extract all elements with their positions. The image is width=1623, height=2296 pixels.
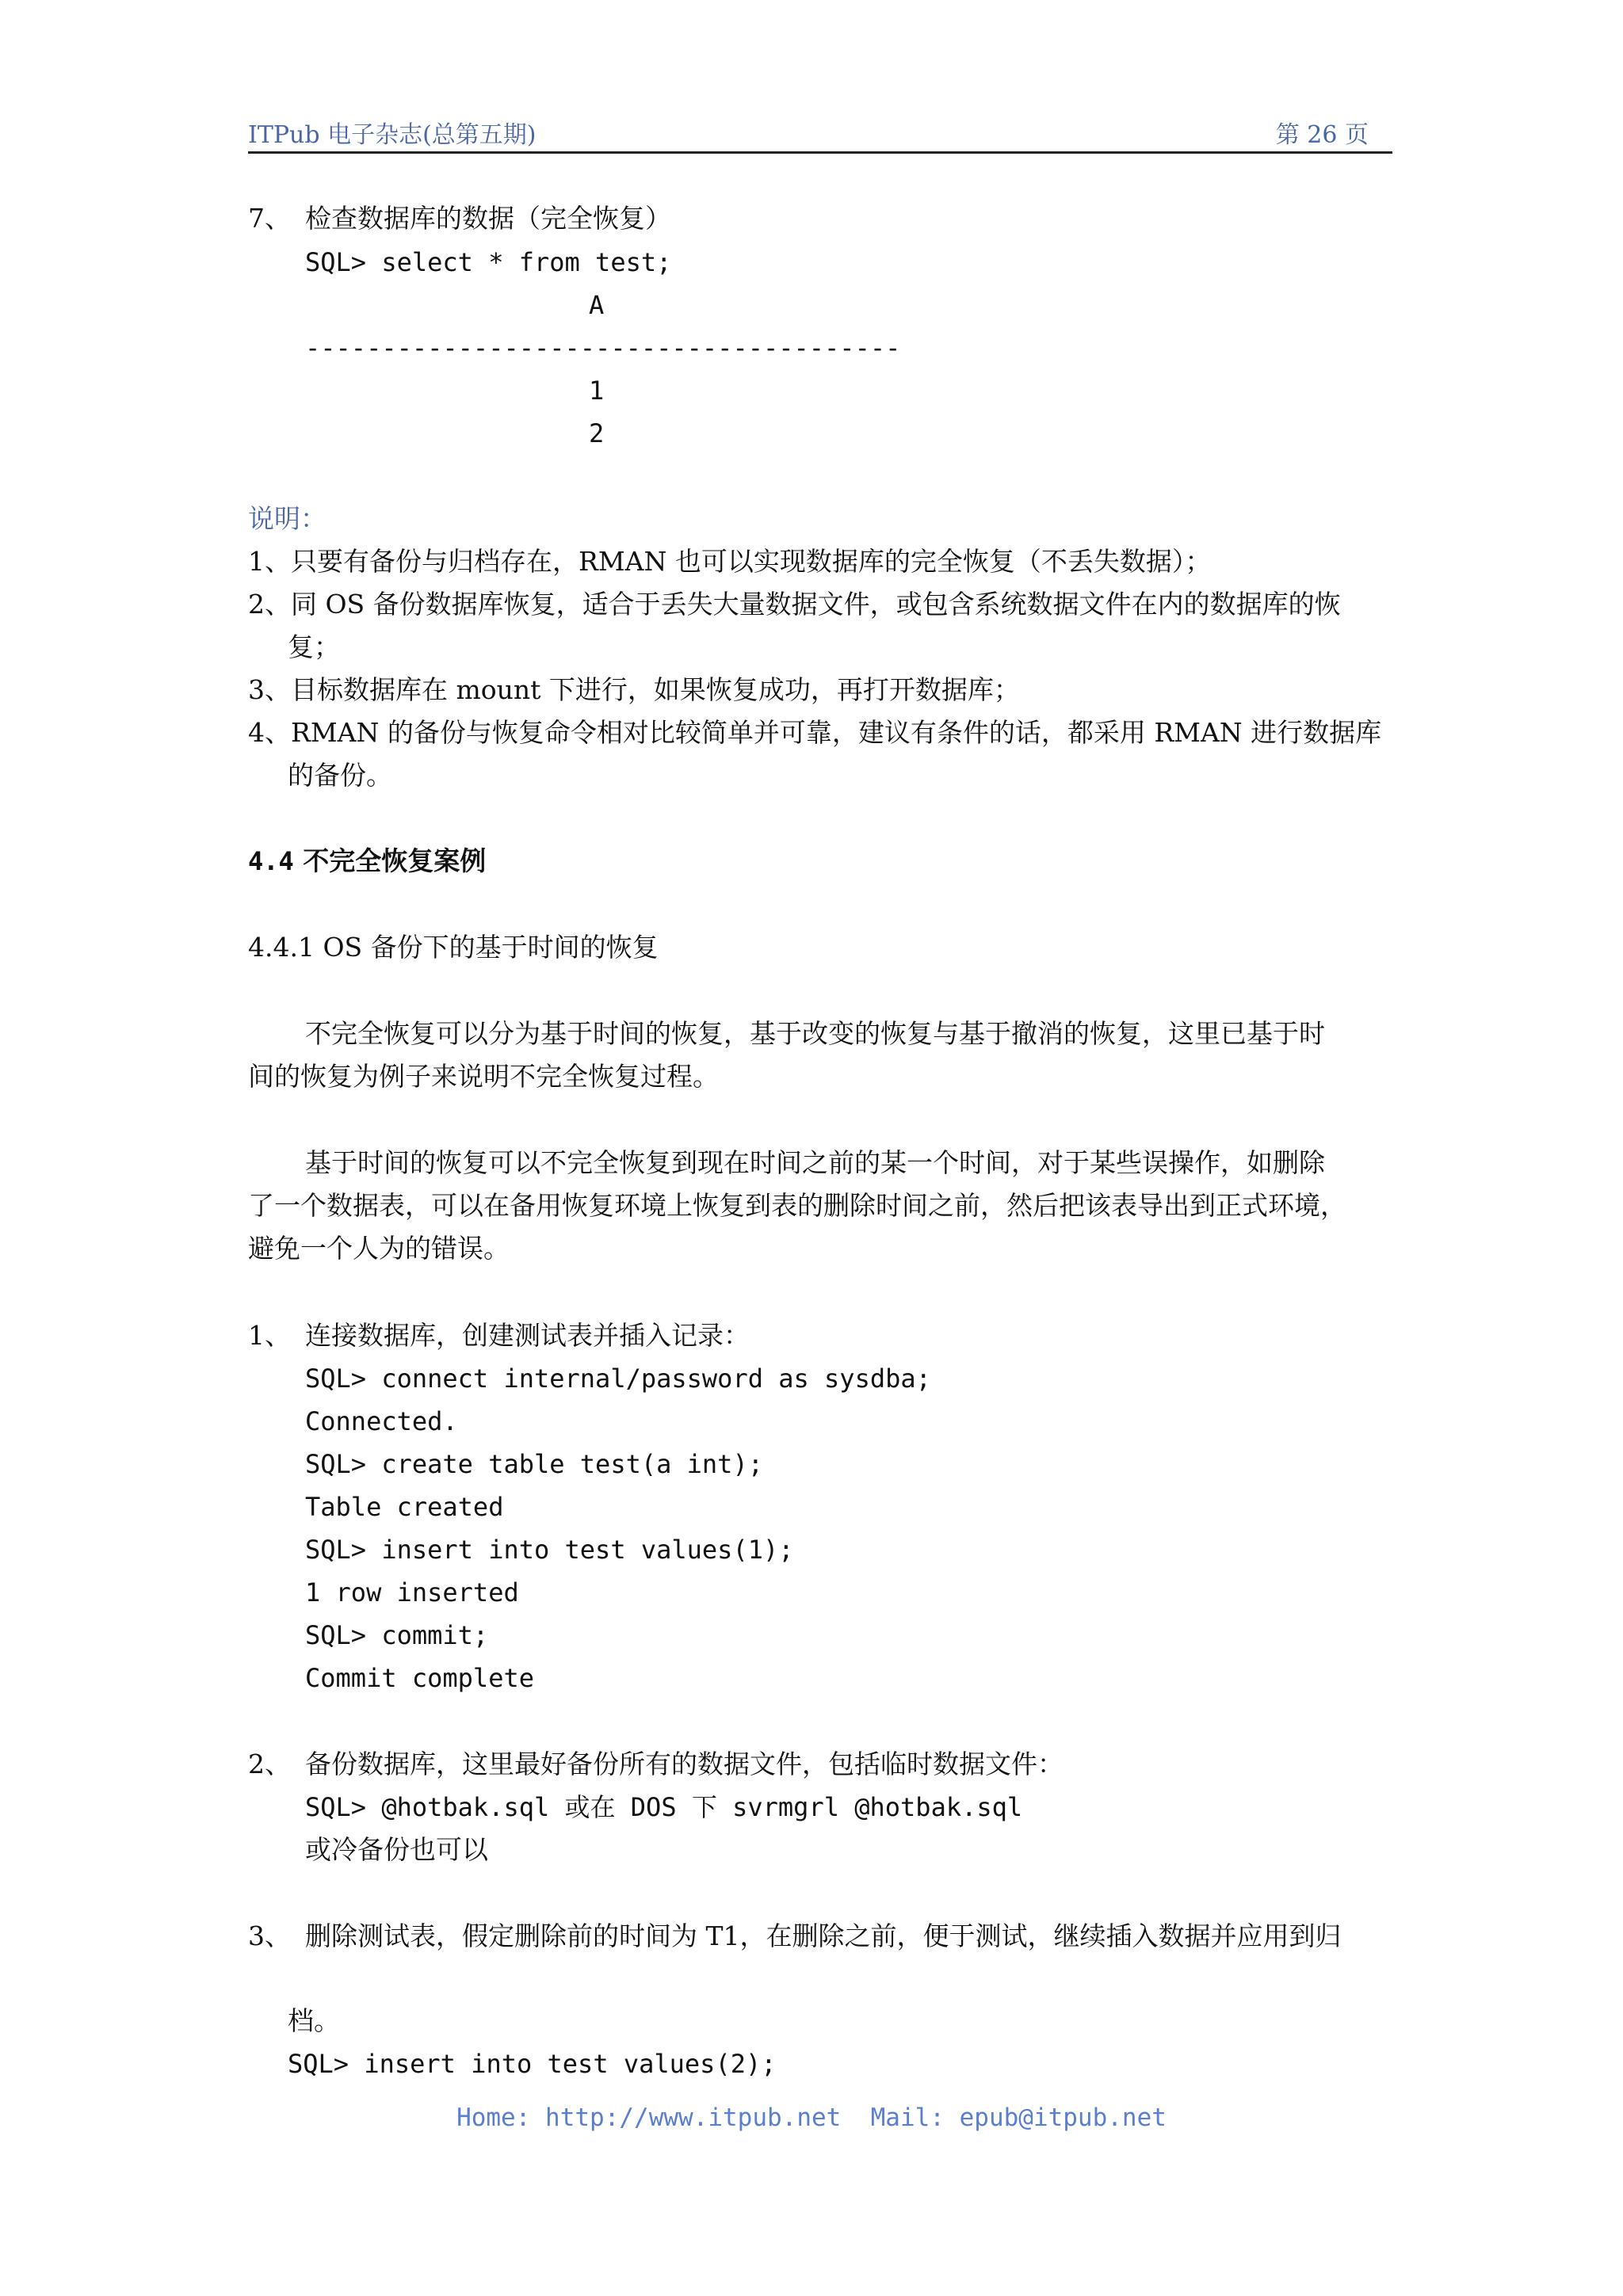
step7-title: 检查数据库的数据（完全恢复） <box>305 203 671 234</box>
magazine-title: ITPub 电子杂志(总第五期) <box>248 121 537 149</box>
note-1: 1、只要有备份与归档存在，RMAN 也可以实现数据库的完全恢复（不丢失数据）； <box>248 546 1212 577</box>
page-number: 第 26 页 <box>1275 121 1369 149</box>
step3-title: 删除测试表，假定删除前的时间为 T1，在删除之前，便于测试，继续插入数据并应用到归 <box>305 1920 1342 1951</box>
step2-note: 或冷备份也可以 <box>305 1834 488 1865</box>
step2-label: 2、 <box>248 1749 291 1779</box>
step1-code-line: SQL> insert into test values(1); <box>305 1535 794 1565</box>
step2-title: 备份数据库，这里最好备份所有的数据文件，包括临时数据文件： <box>305 1749 1064 1779</box>
step3-label: 3、 <box>248 1920 291 1951</box>
note-4: 4、RMAN 的备份与恢复命令相对比较简单并可靠，建议有条件的话，都采用 RMAN 进行数据库 <box>248 717 1382 748</box>
step1-code-line: 1 row inserted <box>305 1577 519 1608</box>
result-row-1: 1 <box>589 376 605 406</box>
section-title: 不完全恢复案例 <box>303 845 487 876</box>
note-3: 3、目标数据库在 mount 下进行，如果恢复成功，再打开数据库； <box>248 674 1020 705</box>
step7-label: 7、 <box>248 203 291 234</box>
step1-code-line: Commit complete <box>305 1663 534 1693</box>
paragraph-1-line-2: 间的恢复为例子来说明不完全恢复过程。 <box>248 1061 719 1092</box>
result-row-2: 2 <box>589 418 605 448</box>
step1-code-line: SQL> create table test(a int); <box>305 1449 763 1479</box>
step1-code-line: Table created <box>305 1492 504 1522</box>
section-number: 4.4 <box>248 846 294 876</box>
step1-code-line: Connected. <box>305 1406 458 1436</box>
step1-code-line: SQL> commit; <box>305 1620 489 1650</box>
note-2-cont: 复； <box>288 631 340 662</box>
paragraph-2-line-1: 基于时间的恢复可以不完全恢复到现在时间之前的某一个时间，对于某些误操作，如删除 <box>305 1147 1325 1178</box>
step3-title-cont: 档。 <box>288 2005 340 2036</box>
notes-title: 说明： <box>248 503 327 534</box>
paragraph-2-line-2: 了一个数据表，可以在备用恢复环境上恢复到表的删除时间之前，然后把该表导出到正式环境， <box>248 1190 1346 1221</box>
section-heading <box>248 844 486 879</box>
step1-code-line: SQL> connect internal/password as sysdba; <box>305 1363 931 1394</box>
note-4-cont: 的备份。 <box>288 760 392 791</box>
step3-sql: SQL> insert into test values(2); <box>288 2049 777 2079</box>
result-separator: --------------------------------------- <box>305 333 901 363</box>
result-column-header: A <box>589 290 605 320</box>
step1-label: 1、 <box>248 1320 291 1351</box>
subsection-heading: 4.4.1 OS 备份下的基于时间的恢复 <box>248 932 659 963</box>
note-2: 2、同 OS 备份数据库恢复，适合于丢失大量数据文件，或包含系统数据文件在内的数据库的恢 <box>248 589 1341 620</box>
step1-title: 连接数据库，创建测试表并插入记录： <box>305 1320 750 1351</box>
page-header <box>248 115 1392 154</box>
paragraph-2-line-3: 避免一个人为的错误。 <box>248 1233 510 1264</box>
step7-sql: SQL> select * from test; <box>305 247 672 277</box>
page-footer: Home: http://www.itpub.net Mail: epub@itpub.net <box>456 2103 1167 2132</box>
paragraph-1-line-1: 不完全恢复可以分为基于时间的恢复，基于改变的恢复与基于撤消的恢复，这里已基于时 <box>305 1018 1325 1049</box>
step2-command: SQL> @hotbak.sql 或在 DOS 下 svrmgrl @hotbak.sql <box>305 1792 1023 1822</box>
